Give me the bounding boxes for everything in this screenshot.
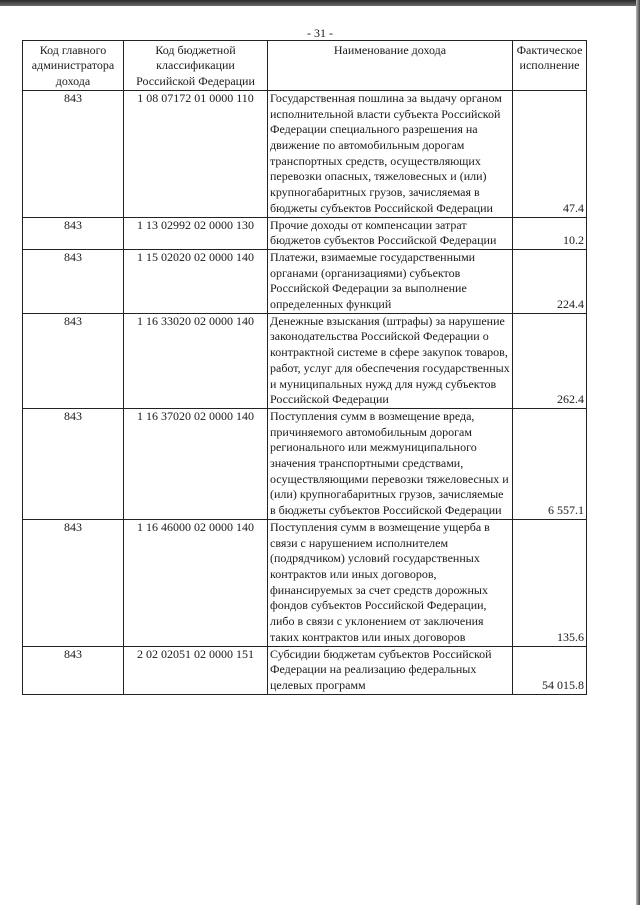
admin-code-cell: 843 bbox=[23, 646, 124, 694]
admin-code-cell: 843 bbox=[23, 249, 124, 313]
page-number: - 31 - bbox=[307, 26, 333, 40]
budget-code-cell: 1 16 46000 02 0000 140 bbox=[124, 519, 268, 646]
budget-code-cell: 2 02 02051 02 0000 151 bbox=[124, 646, 268, 694]
admin-code-cell: 843 bbox=[23, 519, 124, 646]
table-row bbox=[23, 90, 587, 217]
header-row bbox=[23, 41, 587, 91]
budget-code-cell: 1 16 37020 02 0000 140 bbox=[124, 408, 268, 519]
income-name-cell: Платежи, взимаемые государственными органами (организациями) субъектов Российской Федерации за выполнение определенных функций bbox=[268, 249, 513, 313]
header-budget-code: Код бюджетной классификации Российской Федерации bbox=[124, 41, 268, 91]
scan-edge-right bbox=[636, 0, 640, 905]
scan-edge-top bbox=[0, 0, 640, 6]
header-income-name: Наименование дохода bbox=[268, 41, 513, 91]
amount-cell: 224.4 bbox=[513, 249, 587, 313]
income-table-body bbox=[23, 90, 587, 694]
income-name-cell: Государственная пошлина за выдачу органом исполнительной власти субъекта Российской Федерации специального разрешения на движение по автомобильным дорогам транспортных средств, осуществляющих перевозки опасных, тяжеловесных и (или) крупногабаритных грузов, зачисляемая в бюджеты субъектов Российской Федерации bbox=[268, 90, 513, 217]
amount-cell: 10.2 bbox=[513, 217, 587, 249]
amount-cell: 262.4 bbox=[513, 313, 587, 408]
budget-code-cell: 1 13 02992 02 0000 130 bbox=[124, 217, 268, 249]
amount-cell: 6 557.1 bbox=[513, 408, 587, 519]
table-row bbox=[23, 646, 587, 694]
table-row bbox=[23, 249, 587, 313]
table-row bbox=[23, 408, 587, 519]
admin-code-cell: 843 bbox=[23, 217, 124, 249]
table-row bbox=[23, 313, 587, 408]
income-name-cell: Прочие доходы от компенсации затрат бюджетов субъектов Российской Федерации bbox=[268, 217, 513, 249]
income-table-header bbox=[23, 41, 587, 91]
table-row bbox=[23, 519, 587, 646]
budget-code-cell: 1 08 07172 01 0000 110 bbox=[124, 90, 268, 217]
income-name-cell: Поступления сумм в возмещение вреда, причиняемого автомобильным дорогам регионального или межмуниципального значения транспортными средствами, осуществляющими перевозки тяжеловесных и (или) крупногабаритных грузов, зачисляемые в бюджеты субъектов Российской Федерации bbox=[268, 408, 513, 519]
admin-code-cell: 843 bbox=[23, 313, 124, 408]
admin-code-cell: 843 bbox=[23, 90, 124, 217]
budget-code-cell: 1 16 33020 02 0000 140 bbox=[124, 313, 268, 408]
income-name-cell: Субсидии бюджетам субъектов Российской Федерации на реализацию федеральных целевых программ bbox=[268, 646, 513, 694]
header-actual-amount: Фактическое исполнение bbox=[513, 41, 587, 91]
income-name-cell: Поступления сумм в возмещение ущерба в связи с нарушением исполнителем (подрядчиком) условий государственных контрактов или иных договоров, финансируемых за счет средств дорожных фондов субъектов Российской Федерации, либо в связи с уклонением от заключения таких контрактов или иных договоров bbox=[268, 519, 513, 646]
budget-code-cell: 1 15 02020 02 0000 140 bbox=[124, 249, 268, 313]
amount-cell: 135.6 bbox=[513, 519, 587, 646]
table-row bbox=[23, 217, 587, 249]
header-admin-code: Код главного администратора дохода bbox=[23, 41, 124, 91]
amount-cell: 54 015.8 bbox=[513, 646, 587, 694]
amount-cell: 47.4 bbox=[513, 90, 587, 217]
income-table bbox=[22, 40, 587, 695]
income-name-cell: Денежные взыскания (штрафы) за нарушение законодательства Российской Федерации о контрактной системе в сфере закупок товаров, работ, услуг для обеспечения государственных и муниципальных нужд для нужд субъектов Российской Федерации bbox=[268, 313, 513, 408]
admin-code-cell: 843 bbox=[23, 408, 124, 519]
